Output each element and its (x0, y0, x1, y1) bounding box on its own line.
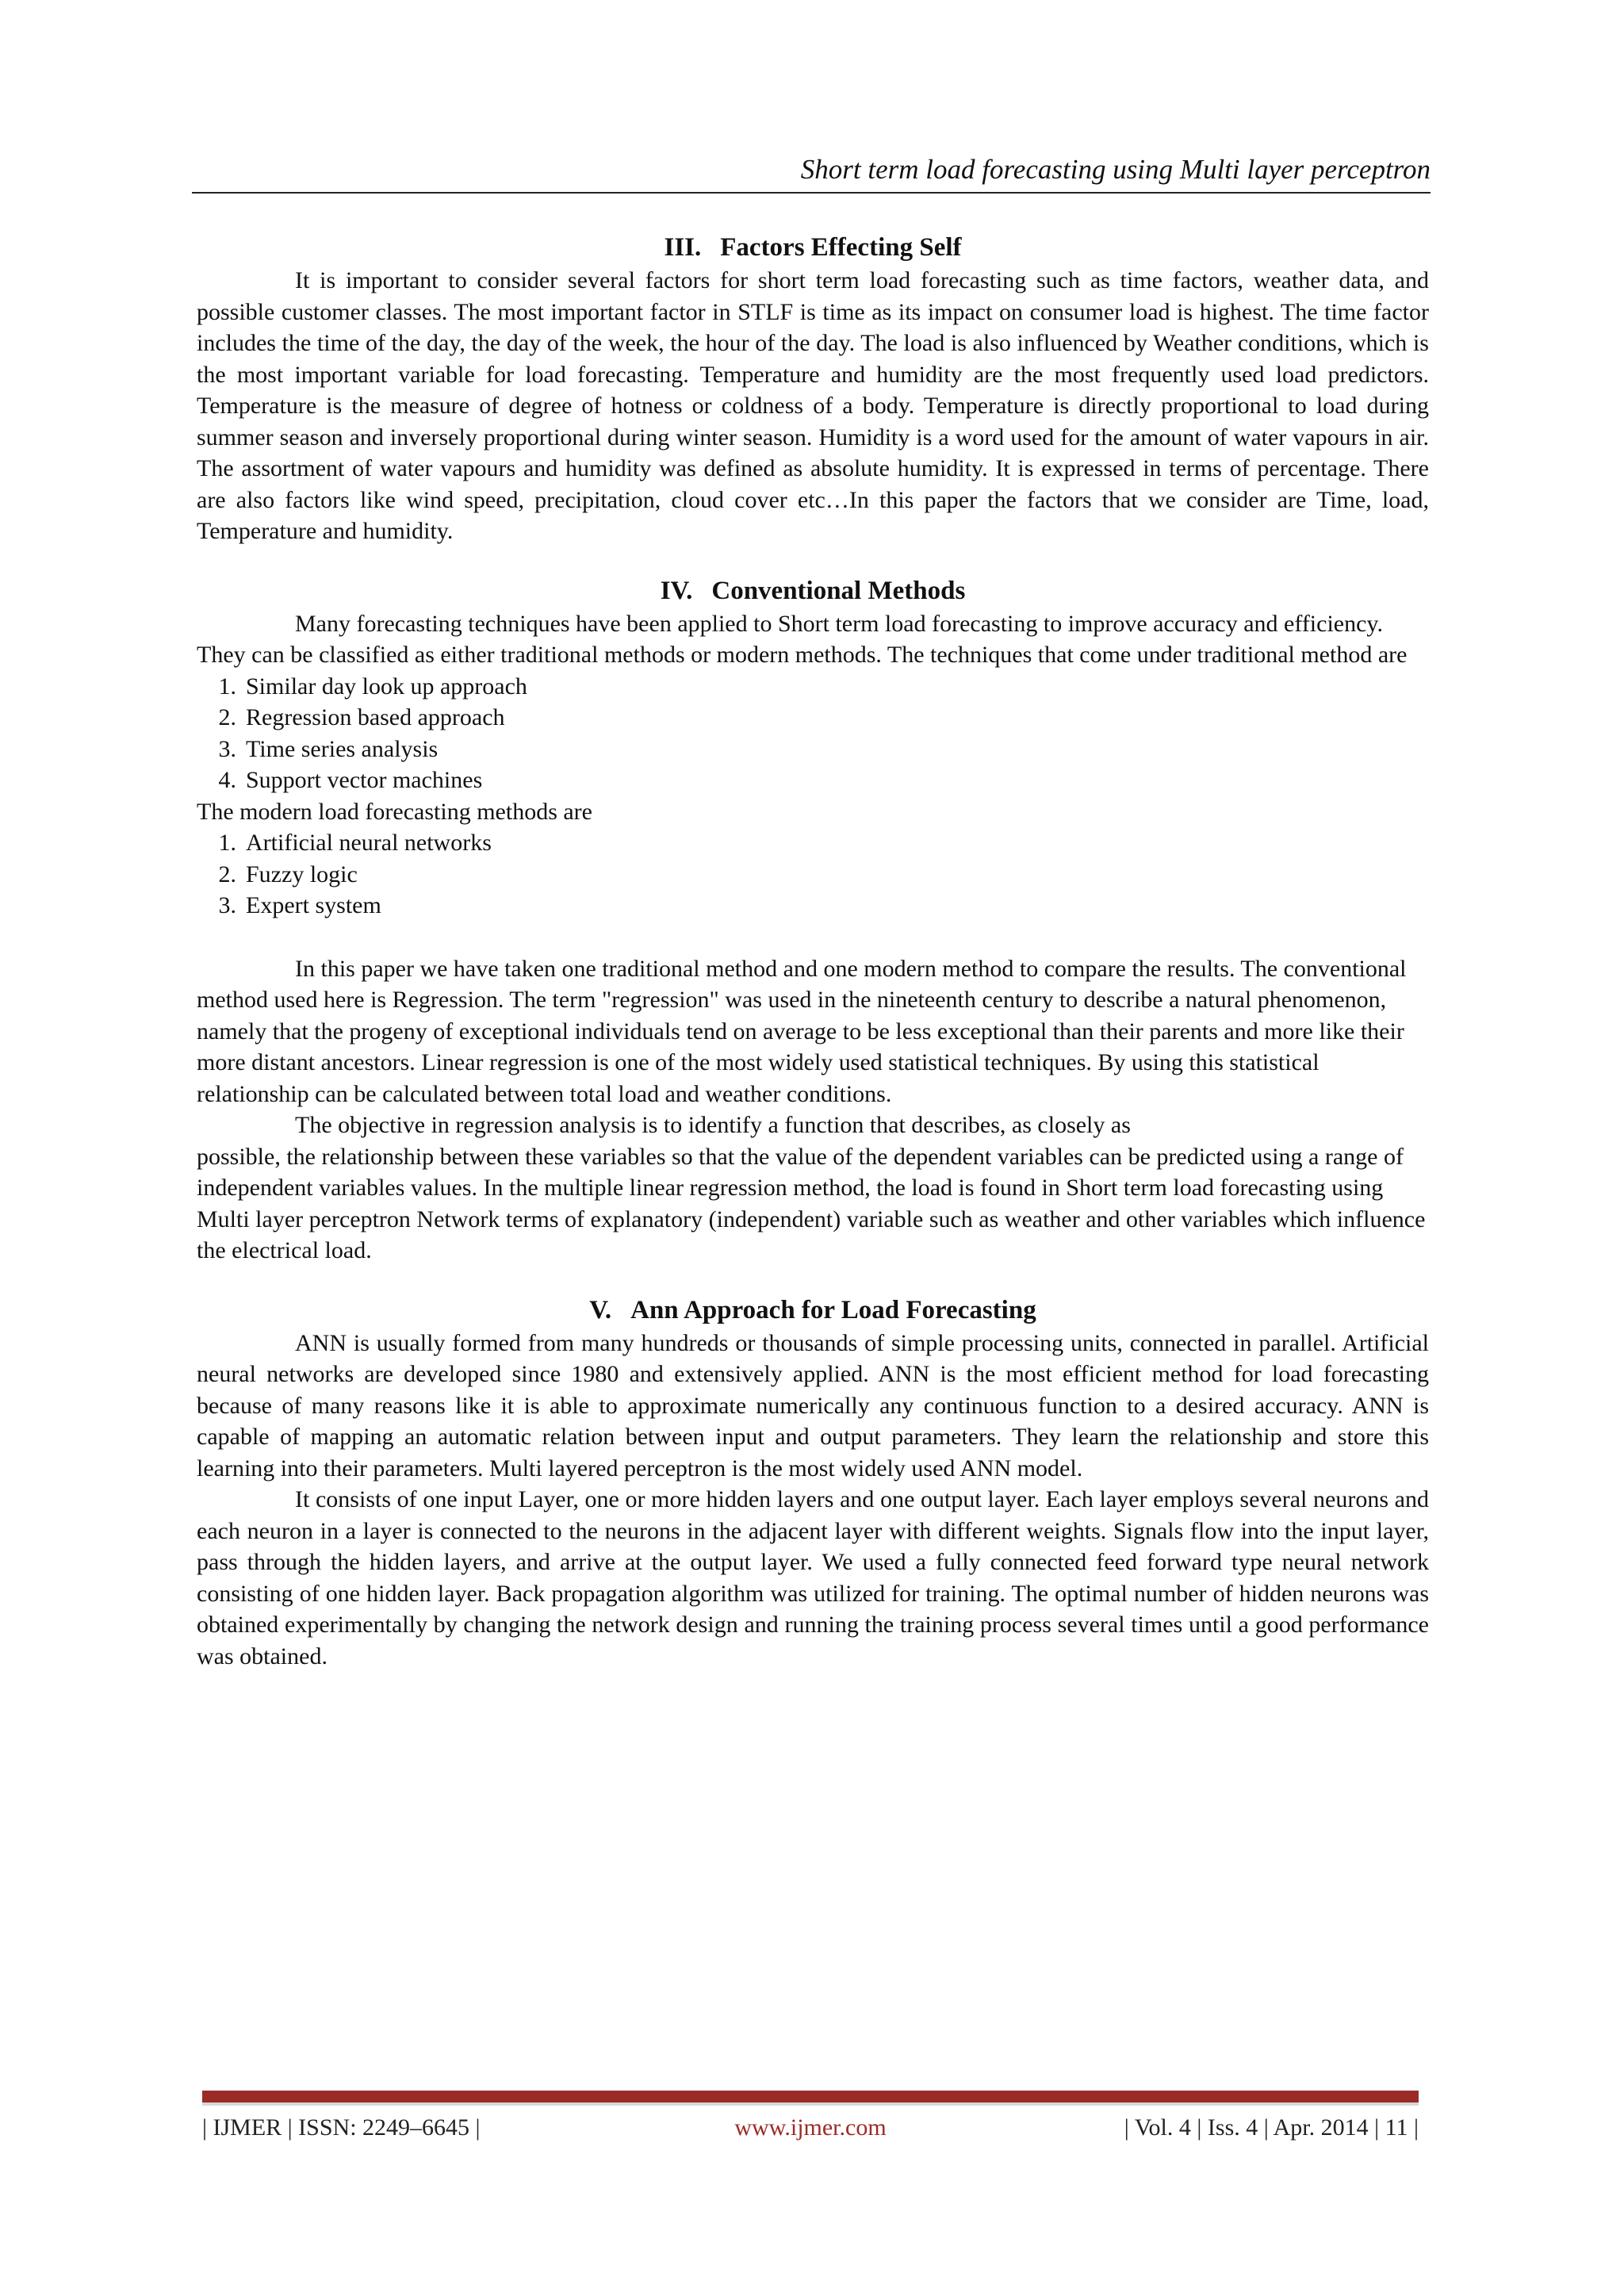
section-number: III. (664, 233, 702, 262)
list-item (197, 890, 1429, 922)
list-number: 3. (218, 892, 236, 918)
list-text: Time series analysis (246, 735, 439, 762)
section-heading-iii (197, 230, 1429, 265)
paragraph: In this paper we have taken one traditional method and one modern method to compare the results. The conventional method used here is Regression. The term "regression" was used in the nineteenth century to describe a natural phenomenon, namely that the progeny of exceptional individuals tend on average to be less exceptional than their parents and more like their more distant ancestors. Linear regression is one of the most widely used statistical techniques. By using this statistical relationship can be calculated between total load and weather conditions. (197, 955, 1407, 1107)
modern-methods-list (197, 827, 1429, 922)
list-text: Fuzzy logic (246, 861, 358, 887)
running-header: Short term load forecasting using Multi layer perceptron (800, 154, 1431, 185)
list-number: 1. (218, 830, 236, 856)
footer-journal-info: | IJMER | ISSN: 2249–6645 | (202, 2114, 481, 2141)
header-rule (192, 192, 1431, 194)
section-title: Factors Effecting Self (720, 233, 962, 262)
paragraph: It consists of one input Layer, one or more hidden layers and one output layer. Each layer employs several neurons and each neuron in a layer is connected to the neurons in the adjacent layer with different weights. Signals flow into the input layer, pass through the hidden layers, and arrive at the output layer. We used a fully connected feed forward type neural network consisting of one hidden layer. Back propagation algorithm was utilized for training. The optimal number of hidden neurons was obtained experimentally by changing the network design and running the training process several times until a good performance was obtained. (197, 1486, 1429, 1669)
paragraph: The modern load forecasting methods are (197, 798, 592, 825)
list-item (197, 859, 1429, 891)
paragraph: It is important to consider several factors for short term load forecasting such as time factors, weather data, and possible customer classes. The most important factor in STLF is time as its impact on consumer load is highest. The time factor includes the time of the day, the day of the week, the hour of the day. The load is also influenced by Weather conditions, which is the most important variable for load forecasting. Temperature and humidity are the most frequently used load predictors. Temperature is the measure of degree of hotness or coldness of a body. Temperature is directly proportional to load during summer season and inversely proportional during winter season. Humidity is a word used for the amount of water vapours in air. The assortment of water vapours and humidity was defined as absolute humidity. It is expressed in terms of percentage. There are also factors like wind speed, precipitation, cloud cover etc…In this paper the factors that we consider are Time, load, Temperature and humidity. (197, 267, 1429, 544)
page-body (197, 230, 1429, 1672)
list-item (197, 765, 1429, 796)
list-number: 2. (218, 704, 236, 730)
paragraph: possible, the relationship between these variables so that the value of the dependent variables can be predicted using a range of independent variables values. In the multiple linear regression method, the load is found in Short term load forecasting using Multi layer perceptron Network terms of explanatory (independent) variable such as weather and other variables which influence the electrical load. (197, 1143, 1426, 1263)
list-number: 4. (218, 767, 236, 793)
paragraph: The objective in regression analysis is to identify a function that describes, as closely as (295, 1112, 1131, 1138)
section-title: Conventional Methods (711, 576, 966, 605)
list-text: Artificial neural networks (246, 830, 492, 856)
list-number: 2. (218, 861, 236, 887)
list-number: 3. (218, 735, 236, 762)
footer-bar-shadow (202, 2102, 1419, 2106)
list-text: Similar day look up approach (246, 673, 527, 700)
paragraph: Many forecasting techniques have been applied to Short term load forecasting to improve accuracy and efficiency. They can be classified as either traditional methods or modern methods. The techniques that come under traditional method are (197, 610, 1408, 668)
list-text: Regression based approach (246, 704, 505, 730)
section-heading-v (197, 1293, 1429, 1328)
footer-bar (202, 2091, 1419, 2102)
footer-website-link[interactable]: www.ijmer.com (734, 2114, 887, 2141)
list-item (197, 702, 1429, 734)
section-number: V. (589, 1295, 612, 1324)
list-item (197, 734, 1429, 765)
traditional-methods-list (197, 671, 1429, 796)
list-number: 1. (218, 673, 236, 700)
list-text: Support vector machines (246, 767, 483, 793)
section-number: IV. (660, 576, 693, 605)
section-title: Ann Approach for Load Forecasting (630, 1295, 1036, 1324)
paragraph: ANN is usually formed from many hundreds or thousands of simple processing units, connected in parallel. Artificial neural networks are developed since 1980 and extensively applied. ANN is the most efficient method for load forecasting because of many reasons like it is able to approximate numerically any continuous function to a desired accuracy. ANN is capable of mapping an automatic relation between input and output parameters. They learn the relationship and store this learning into their parameters. Multi layered perceptron is the most widely used ANN model. (197, 1329, 1429, 1481)
list-text: Expert system (246, 892, 381, 918)
list-item (197, 671, 1429, 703)
list-item (197, 827, 1429, 859)
section-heading-iv (197, 573, 1429, 608)
footer-issue-info: | Vol. 4 | Iss. 4 | Apr. 2014 | 11 | (1124, 2114, 1419, 2141)
